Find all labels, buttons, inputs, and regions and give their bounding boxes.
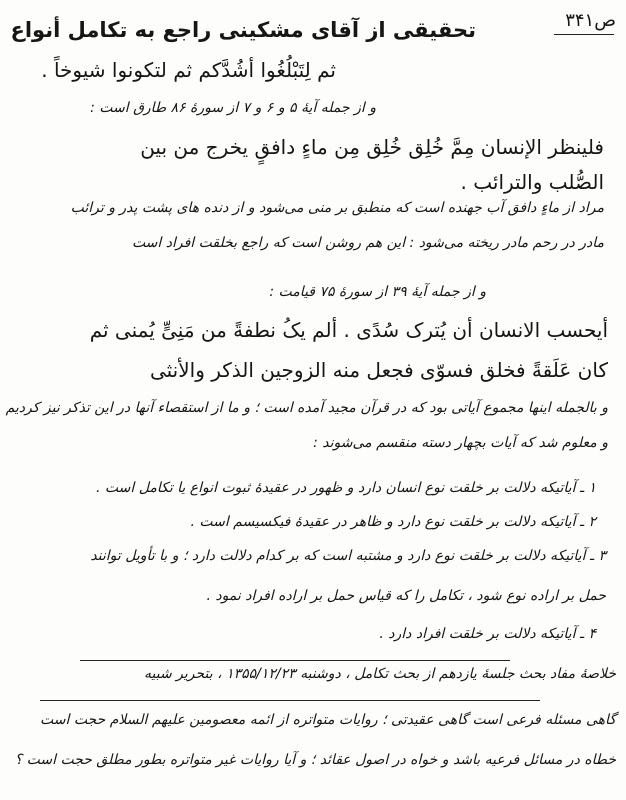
text-line-11: و معلوم شد که آیات بچهار دسته منقسم می‌شوند : — [313, 435, 608, 451]
text-line-5: مراد از ماءٍ دافق آب جهنده است که منطبق بر منی می‌شود و از دنده های پشت پدر و ترائب — [70, 200, 604, 216]
text-line-1: ثم لِتَبْلُغُوا أشُدَّکم ثم لتکونوا شیوخاً . — [41, 58, 336, 82]
text-line-18: گاهی مسئله فرعی است گاهی عقیدتی ؛ روایات متواتره از ائمه معصومین علیهم السلام حجت است — [40, 712, 616, 728]
text-line-6: مادر در رحم مادر ریخته می‌شود : این هم روشن است که راجع بخلقت افراد است — [131, 235, 604, 251]
page-title: تحقیقی از آقای مشکینی راجع به تکامل أنواع — [10, 18, 476, 42]
text-line-9: کان عَلَقةً فخلق فسوّی فجعل منه الزوجین الذکر والأنثی — [149, 358, 608, 382]
list-item-3-continued: حمل بر اراده نوع شود ، تکامل را که قیاس حمل بر اراده افراد نمود . — [206, 588, 606, 604]
text-line-10: و بالجمله اینها مجموع آیاتی بود که در قرآن مجید آمده است ؛ و ما از استقصاء آنها در این تذکر نیز کردیم — [5, 400, 608, 416]
list-item-3: ۳ ـ آیاتیکه دلالت بر خلقت نوع دارد و مشتبه است که بر کدام دلالت دارد ؛ و با تأویل توانند — [90, 548, 606, 564]
page-number-underline — [554, 34, 614, 35]
text-line-8: أیحسب الانسان أن یُترک سُدًی . ألم یکُ نطفةً من مَنِیٍّ یُمنی ثم — [89, 318, 608, 342]
page-number: ص۳۴۱ — [565, 10, 616, 31]
divider-bottom — [40, 700, 540, 701]
text-line-3: فلینظر الإنسان مِمَّ خُلِق خُلِق مِن ماءٍ دافقٍ یخرج من بین — [140, 135, 604, 159]
text-line-2: و از جمله آیۀ ۵ و ۶ و ۷ از سورۀ ۸۶ طارق است : — [90, 100, 376, 116]
list-item-2: ۲ ـ آیاتیکه دلالت بر خلقت نوع دارد و ظاهر در عقیدۀ فیکسیسم است . — [190, 514, 596, 530]
divider-top — [80, 660, 510, 661]
text-line-7: و از جمله آیۀ ۳۹ از سورۀ ۷۵ قیامت : — [269, 284, 486, 300]
text-line-19: خطاه در مسائل فرعیه باشد و خواه در اصول عقائد ؛ و آیا روایات غیر متواتره بطور مطلق حجت است ؟ — [14, 752, 616, 768]
session-summary-heading: خلاصۀ مفاد بحث جلسۀ یازدهم از بحث تکامل ، دوشنبه ۱۳۵۵/۱۲/۲۳ ، بتحریر شبیه — [144, 666, 616, 682]
list-item-1: ۱ ـ آیاتیکه دلالت بر خلقت نوع انسان دارد و ظهور در عقیدۀ ثبوت انواع یا تکامل است . — [96, 480, 596, 496]
list-item-4: ۴ ـ آیاتیکه دلالت بر خلقت افراد دارد . — [379, 626, 596, 642]
text-line-4: الصُّلب والترائب . — [460, 170, 604, 194]
